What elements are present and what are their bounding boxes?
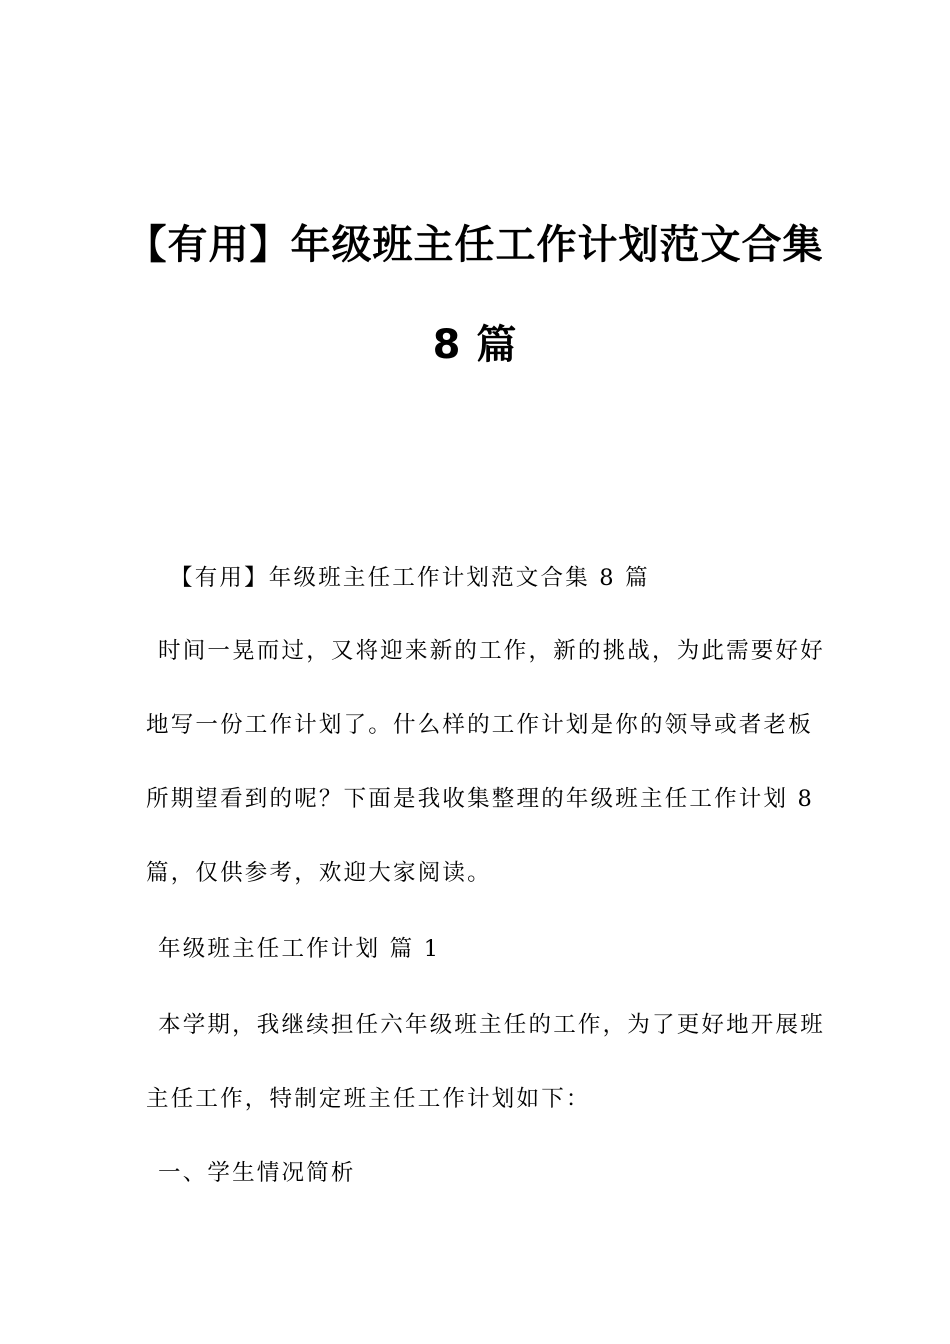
section-heading-student-analysis: 一、学生情况简析: [158, 1160, 356, 1186]
body-line-2: 时间一晃而过，又将迎来新的工作，新的挑战，为此需要好好: [158, 638, 825, 664]
body-line-3: 地写一份工作计划了。什么样的工作计划是你的领导或者老板: [146, 712, 813, 738]
body-line-4: 所期望看到的呢？下面是我收集整理的年级班主任工作计划 8: [146, 786, 815, 812]
body-line-8: 主任工作，特制定班主任工作计划如下：: [146, 1086, 591, 1112]
body-line-1: 【有用】年级班主任工作计划范文合集 8 篇: [170, 565, 650, 591]
document-title-line-2: 8 篇: [432, 322, 518, 368]
section-heading-article-1: 年级班主任工作计划 篇 1: [158, 936, 441, 962]
document-title-line-1: 【有用】年级班主任工作计划范文合集: [126, 222, 824, 268]
body-line-5: 篇，仅供参考，欢迎大家阅读。: [146, 860, 492, 886]
body-line-7: 本学期，我继续担任六年级班主任的工作，为了更好地开展班: [158, 1012, 825, 1038]
